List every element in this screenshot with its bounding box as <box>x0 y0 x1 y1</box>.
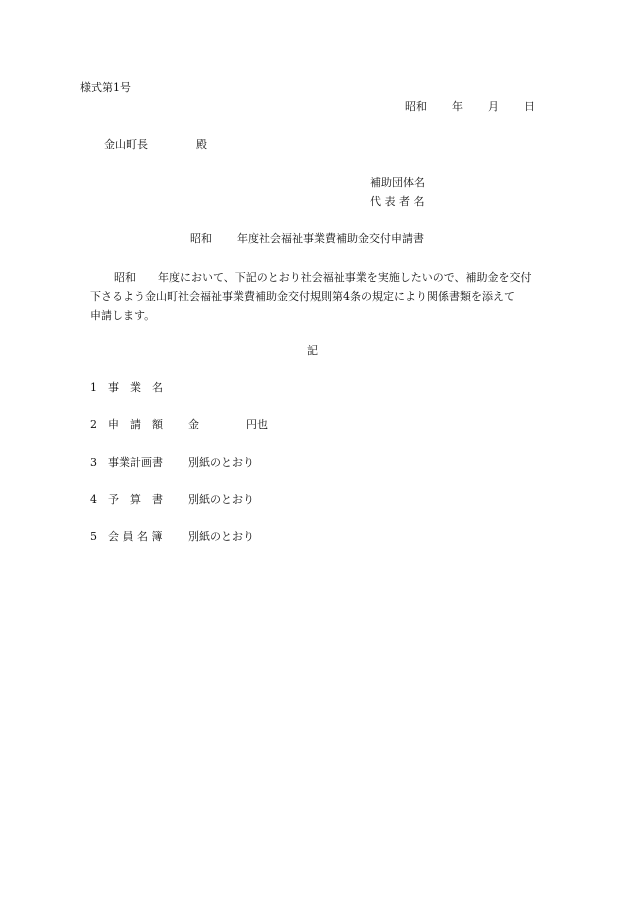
body-line-3: 申請します。 <box>90 309 156 322</box>
body-paragraph <box>90 268 550 325</box>
addressee <box>104 139 207 150</box>
list-item <box>90 531 254 542</box>
item-value: 別紙のとおり <box>188 530 254 543</box>
list-item <box>90 419 268 430</box>
item-number: 5 <box>90 530 97 543</box>
date-year: 年 <box>452 100 463 113</box>
body-line-1: 年度において、下記のとおり社会福祉事業を実施したいので、補助金を交付 <box>158 271 532 284</box>
list-item <box>90 382 188 393</box>
date-day: 日 <box>524 100 535 113</box>
amount-suffix: 円也 <box>246 418 268 431</box>
body-line-2: 下さるよう金山町社会福祉事業費補助金交付規則第4条の規定により関係書類を添えて <box>90 290 515 303</box>
date-era: 昭和 <box>405 100 427 113</box>
list-item <box>90 457 254 468</box>
item-label: 事 業 名 <box>108 381 163 394</box>
list-item <box>90 494 254 505</box>
item-number: 4 <box>90 493 97 506</box>
item-number: 3 <box>90 456 97 469</box>
item-label: 事業計画書 <box>108 456 163 469</box>
item-number: 1 <box>90 381 97 394</box>
amount-field <box>188 419 268 430</box>
date-month: 月 <box>488 100 499 113</box>
record-heading: 記 <box>307 344 318 357</box>
document-title <box>190 233 424 244</box>
item-label: 予 算 書 <box>108 493 163 506</box>
group-name-label: 補助団体名 <box>370 176 425 189</box>
form-number: 様式第1号 <box>80 81 131 94</box>
body-era: 昭和 <box>114 271 136 284</box>
title-text: 年度社会福祉事業費補助金交付申請書 <box>237 232 424 245</box>
application-date <box>405 101 535 112</box>
representative-label: 代 表 者 名 <box>370 195 425 208</box>
amount-prefix: 金 <box>188 418 199 431</box>
title-era: 昭和 <box>190 232 212 245</box>
item-value: 別紙のとおり <box>188 493 254 506</box>
item-label: 申 請 額 <box>108 418 163 431</box>
addressee-honorific: 殿 <box>196 138 207 151</box>
item-number: 2 <box>90 418 97 431</box>
addressee-name: 金山町長 <box>104 138 148 151</box>
item-label: 会 員 名 簿 <box>108 530 163 543</box>
item-value: 別紙のとおり <box>188 456 254 469</box>
